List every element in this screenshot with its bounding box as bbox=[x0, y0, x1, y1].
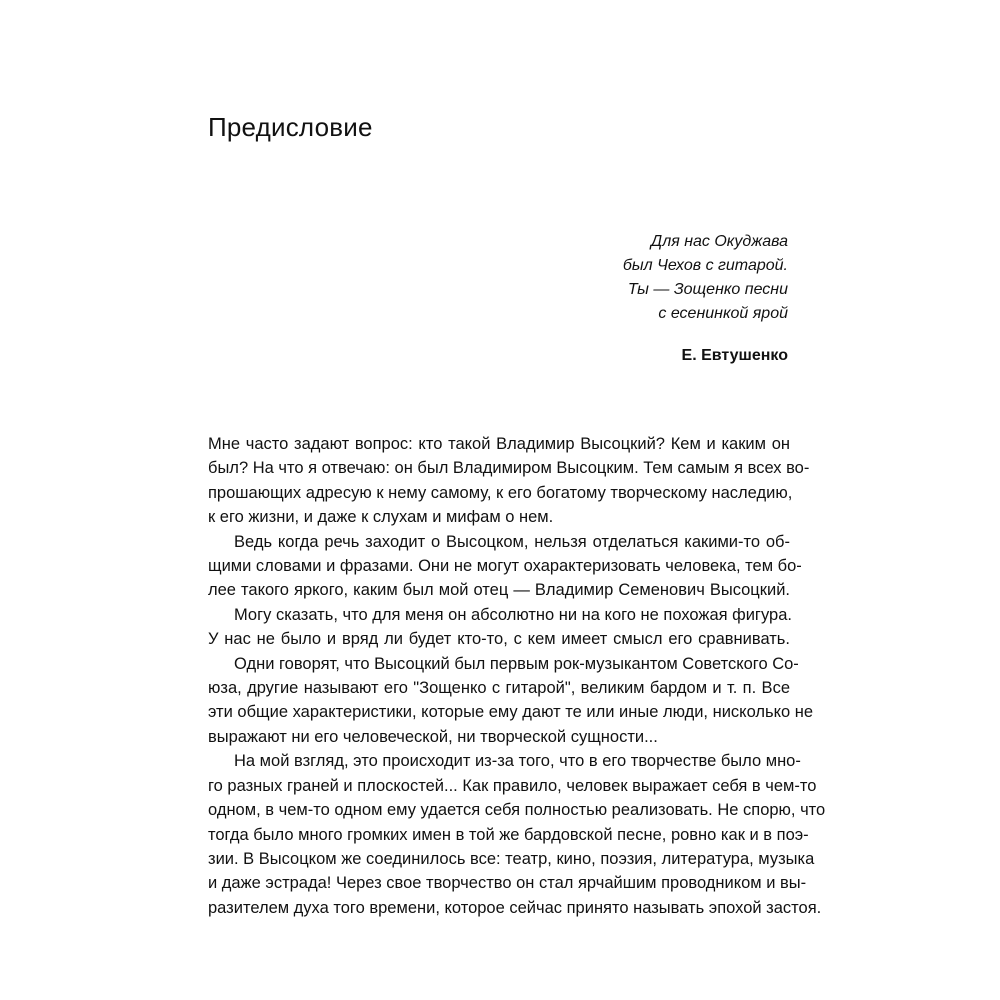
text-line: прошающих адресую к нему самому, к его богатому творческому наследию, bbox=[208, 483, 793, 502]
epigraph-line: Ты — Зощенко песни bbox=[627, 281, 788, 298]
body-text bbox=[208, 432, 826, 920]
text-line: выражают ни его человеческой, ни творческой сущности... bbox=[208, 727, 658, 746]
text-line: эти общие характеристики, которые ему дают те или иные люди, нисколько не bbox=[208, 703, 814, 722]
text-line: разителем духа того времени, которое сейчас принято называть эпохой застоя. bbox=[208, 898, 822, 917]
text-line: У нас не было и вряд ли будет кто-то, с кем имеет смысл его сравнивать. bbox=[208, 630, 790, 649]
epigraph-line: Для нас Окуджава bbox=[650, 233, 788, 250]
text-line: одном, в чем-то одном ему удается себя полностью реализовать. Не спорю, что bbox=[208, 801, 826, 820]
epigraph-line: был Чехов с гитарой. bbox=[622, 257, 788, 274]
paragraph bbox=[208, 432, 810, 530]
epigraph-author: Е. Евтушенко bbox=[681, 347, 788, 364]
text-line: Мне часто задают вопрос: кто такой Владимир Высоцкий? Кем и каким он bbox=[208, 435, 790, 453]
paragraph bbox=[208, 749, 826, 920]
text-line: Могу сказать, что для меня он абсолютно ни на кого не похожая фигура. bbox=[234, 605, 792, 624]
epigraph-line: с есенинкой ярой bbox=[658, 305, 788, 322]
text-line: зии. В Высоцком же соединилось все: театр, кино, поэзия, литература, музыка bbox=[208, 849, 815, 868]
text-line: На мой взгляд, это происходит из-за того, что в его творчестве было мно- bbox=[234, 752, 801, 771]
paragraph bbox=[208, 603, 790, 652]
text-line: был? На что я отвечаю: он был Владимиром Высоцким. Тем самым я всех во- bbox=[208, 459, 810, 478]
text-line: и даже эстрада! Через свое творчество он стал ярчайшим проводником и вы- bbox=[208, 874, 807, 893]
paragraph bbox=[208, 530, 802, 603]
text-line: к его жизни, и даже к слухам и мифам о нем. bbox=[208, 508, 554, 527]
text-line: лее такого яркого, каким был мой отец — Владимир Семенович Высоцкий. bbox=[208, 581, 790, 600]
text-line: тогда было много громких имен в той же бардовской песне, ровно как и в поэ- bbox=[208, 825, 809, 844]
text-line: Ведь когда речь заходит о Высоцком, нельзя отделаться какими-то об- bbox=[234, 532, 790, 551]
page-title: Предисловие bbox=[208, 112, 373, 142]
epigraph bbox=[623, 230, 788, 326]
text-line: щими словами и фразами. Они не могут охарактеризовать человека, тем бо- bbox=[208, 557, 802, 576]
text-line: го разных граней и плоскостей... Как правило, человек выражает себя в чем-то bbox=[208, 776, 817, 795]
text-line: Одни говорят, что Высоцкий был первым рок-музыкантом Советского Со- bbox=[234, 654, 799, 673]
paragraph bbox=[208, 652, 814, 750]
text-line: юза, другие называют его "Зощенко с гитарой", великим бардом и т. п. Все bbox=[208, 679, 790, 698]
